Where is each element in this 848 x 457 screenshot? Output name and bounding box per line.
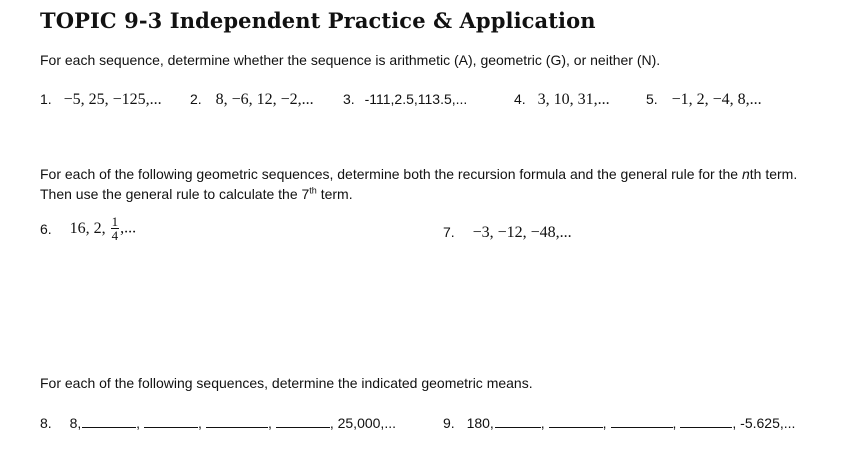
answer-blank[interactable] — [680, 413, 732, 428]
sequence: -111,2.5,113.5,... — [364, 91, 468, 107]
item-number: 9. — [443, 415, 455, 431]
item-1 — [40, 91, 162, 109]
sequence-end: , -5.625,... — [732, 415, 796, 431]
answer-blank[interactable] — [206, 413, 268, 428]
answer-blank[interactable] — [144, 413, 198, 428]
sequence-suffix: ,... — [120, 219, 137, 237]
item-3 — [343, 91, 467, 107]
item-4 — [514, 91, 610, 109]
sequence-start: 8, — [69, 415, 82, 431]
answer-blank[interactable] — [82, 413, 136, 428]
item-number: 2. — [190, 91, 202, 107]
answer-blank[interactable] — [549, 413, 603, 428]
page-title: TOPIC 9-3 Independent Practice & Application — [40, 8, 596, 33]
sequence-prefix: 16, 2, — [69, 219, 110, 237]
item-number: 4. — [514, 91, 526, 107]
item-number: 6. — [40, 220, 52, 237]
sequence: 3, 10, 31,... — [537, 91, 610, 108]
sequence: −3, −12, −48,... — [472, 224, 572, 241]
item-number: 1. — [40, 91, 52, 107]
item-number: 3. — [343, 91, 355, 107]
section3-instruction: For each of the following sequences, determine the indicated geometric means. — [40, 375, 533, 391]
item-2 — [190, 91, 314, 109]
answer-blank[interactable] — [276, 413, 330, 428]
item-number: 7. — [443, 224, 455, 240]
item-6 — [40, 215, 136, 242]
sequence: 8, −6, 12, −2,... — [215, 91, 314, 108]
item-9: 9. 180, , , , , -5.625,... — [443, 415, 796, 431]
item-7 — [443, 224, 572, 242]
answer-blank[interactable] — [495, 413, 541, 428]
fraction: $\frac{1}{4}$ — [111, 214, 119, 243]
item-8: 8. 8, , , , , 25,000,... — [40, 415, 396, 431]
sequence: −1, 2, −4, 8,... — [671, 91, 762, 108]
item-number: 8. — [40, 415, 52, 431]
section1-instruction: For each sequence, determine whether the sequence is arithmetic (A), geometric (G), or neither (N). — [40, 52, 661, 68]
item-number: 5. — [646, 91, 658, 107]
item-5 — [646, 91, 762, 109]
sequence-end: , 25,000,... — [329, 415, 396, 431]
sequence: −5, 25, −125,... — [63, 91, 162, 108]
sequence-start: 180, — [466, 415, 494, 431]
section2-instruction: For each of the following geometric sequences, determine both the recursion formula and the general rule for the nth term. Then use the general rule to calculate the 7th term. — [40, 166, 798, 202]
answer-blank[interactable] — [611, 413, 673, 428]
